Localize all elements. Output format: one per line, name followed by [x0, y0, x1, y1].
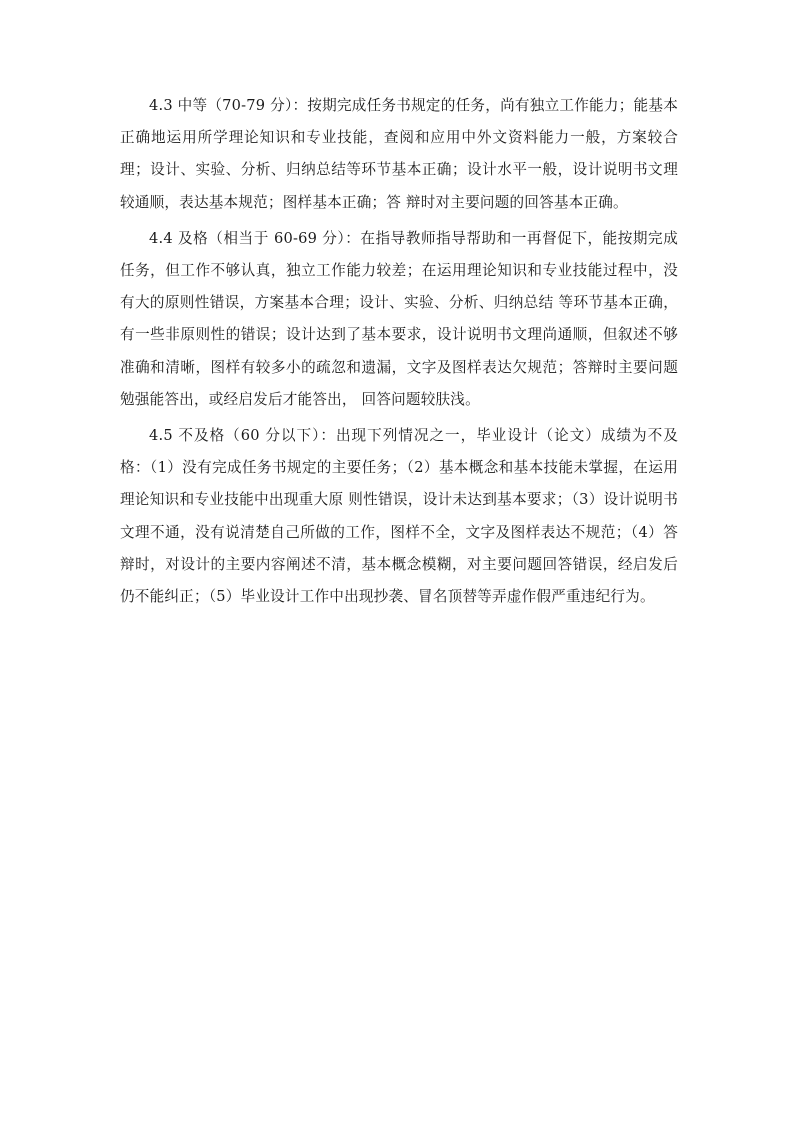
paragraph-4-3: 4.3 中等（70-79 分）：按期完成任务书规定的任务，尚有独立工作能力；能基本正确地运用所学理论知识和专业技能，查阅和应用中外文资料能力一般，方案较合理；设计、实验、分析、归纳总结等环节基本正确；设计水平一般，设计说明书文理较通顺，表达基本规范；图样基本正确；答 辩时对主要问题的回答基本正确。	[120, 97, 678, 211]
paragraph-4-5: 4.5 不及格（60 分以下）：出现下列情况之一，毕业设计（论文）成绩为不及格：（1）没有完成任务书规定的主要任务；（2）基本概念和基本技能未掌握，在运用理论知识和专业技能中出现重大原 则性错误，设计未达到基本要求；（3）设计说明书文理不通，没有说清楚自己所做的工作，图样不全，文字及图样表达不规范；（4）答辩时，对设计的主要内容阐述不清，基本概念模糊，对主要问题回答错误，经启发后仍不能纠正；（5）毕业设计工作中出现抄袭、冒名顶替等弄虚作假严重违纪行为。	[120, 427, 678, 606]
paragraph-4-4: 4.4 及格（相当于 60-69 分）：在指导教师指导帮助和一再督促下，能按期完成任务，但工作不够认真，独立工作能力较差；在运用理论知识和专业技能过程中，没有大的原则性错误，方案基本合理；设计、实验、分析、归纳总结 等环节基本正确，有一些非原则性的错误；设计达到了基本要求，设计说明书文理尚通顺，但叙述不够准确和清晰，图样有较多小的疏忽和遗漏，文字及图样表达欠规范；答辩时主要问题勉强能答出，或经启发后才能答出， 回答问题较肤浅。	[120, 229, 678, 408]
document-body	[120, 90, 678, 617]
